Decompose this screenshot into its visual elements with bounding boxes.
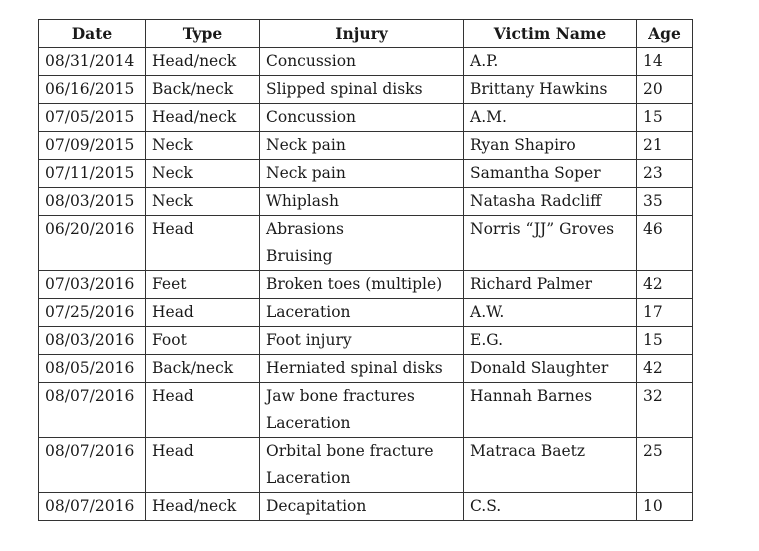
cell-injury (260, 327, 464, 355)
table-row (39, 216, 693, 271)
injury-line: Whiplash (266, 192, 339, 210)
cell-injury (260, 188, 464, 216)
cell-date: 08/05/2016 (39, 355, 146, 383)
cell-injury (260, 216, 464, 271)
cell-age: 21 (637, 132, 693, 160)
cell-age: 35 (637, 188, 693, 216)
header-victim-name: Victim Name (464, 20, 637, 48)
injury-line: Laceration (266, 414, 351, 432)
cell-type: Head/neck (146, 493, 260, 521)
table-row (39, 493, 693, 521)
cell-age: 14 (637, 48, 693, 76)
injury-line: Concussion (266, 52, 357, 70)
document-page (38, 19, 692, 521)
cell-age: 15 (637, 327, 693, 355)
table-row (39, 188, 693, 216)
cell-type: Head (146, 383, 260, 438)
cell-date: 08/03/2015 (39, 188, 146, 216)
cell-age: 32 (637, 383, 693, 438)
cell-type: Neck (146, 160, 260, 188)
table-row (39, 160, 693, 188)
cell-victim-name: Matraca Baetz (464, 438, 637, 493)
injury-line: Abrasions (266, 220, 344, 238)
table-row (39, 299, 693, 327)
cell-age: 15 (637, 104, 693, 132)
table-row (39, 132, 693, 160)
cell-victim-name: Samantha Soper (464, 160, 637, 188)
cell-date: 07/11/2015 (39, 160, 146, 188)
table-body (39, 48, 693, 521)
cell-injury (260, 383, 464, 438)
cell-age: 46 (637, 216, 693, 271)
cell-victim-name: Ryan Shapiro (464, 132, 637, 160)
table-row (39, 104, 693, 132)
cell-victim-name: E.G. (464, 327, 637, 355)
cell-injury (260, 493, 464, 521)
cell-age: 23 (637, 160, 693, 188)
injury-line: Foot injury (266, 331, 352, 349)
header-date: Date (39, 20, 146, 48)
table-row (39, 76, 693, 104)
injury-line: Broken toes (multiple) (266, 275, 443, 293)
cell-victim-name: Natasha Radcliff (464, 188, 637, 216)
injury-line: Neck pain (266, 164, 346, 182)
cell-date: 07/09/2015 (39, 132, 146, 160)
cell-date: 06/20/2016 (39, 216, 146, 271)
cell-victim-name: A.W. (464, 299, 637, 327)
cell-type: Foot (146, 327, 260, 355)
cell-injury (260, 76, 464, 104)
cell-date: 07/25/2016 (39, 299, 146, 327)
cell-type: Head/neck (146, 104, 260, 132)
injury-line: Laceration (266, 469, 351, 487)
cell-type: Neck (146, 188, 260, 216)
injury-line: Jaw bone fractures (266, 387, 415, 405)
table-row (39, 383, 693, 438)
cell-injury (260, 355, 464, 383)
cell-age: 20 (637, 76, 693, 104)
cell-injury (260, 438, 464, 493)
cell-age: 10 (637, 493, 693, 521)
cell-date: 08/07/2016 (39, 383, 146, 438)
injury-line: Concussion (266, 108, 357, 126)
header-row (39, 20, 693, 48)
cell-victim-name: C.S. (464, 493, 637, 521)
cell-injury (260, 299, 464, 327)
cell-victim-name: Norris “JJ” Groves (464, 216, 637, 271)
table-row (39, 438, 693, 493)
cell-date: 08/31/2014 (39, 48, 146, 76)
injury-line: Decapitation (266, 497, 367, 515)
cell-type: Head/neck (146, 48, 260, 76)
cell-victim-name: A.M. (464, 104, 637, 132)
cell-date: 08/07/2016 (39, 493, 146, 521)
cell-victim-name: A.P. (464, 48, 637, 76)
injury-line: Orbital bone fracture (266, 442, 434, 460)
cell-victim-name: Richard Palmer (464, 271, 637, 299)
cell-date: 08/03/2016 (39, 327, 146, 355)
cell-victim-name: Brittany Hawkins (464, 76, 637, 104)
injury-line: Laceration (266, 303, 351, 321)
cell-type: Head (146, 299, 260, 327)
cell-type: Head (146, 216, 260, 271)
table-row (39, 48, 693, 76)
cell-injury (260, 104, 464, 132)
header-injury: Injury (260, 20, 464, 48)
cell-age: 25 (637, 438, 693, 493)
cell-type: Back/neck (146, 355, 260, 383)
cell-date: 07/03/2016 (39, 271, 146, 299)
cell-date: 06/16/2015 (39, 76, 146, 104)
cell-injury (260, 160, 464, 188)
table-row (39, 327, 693, 355)
cell-victim-name: Hannah Barnes (464, 383, 637, 438)
header-type: Type (146, 20, 260, 48)
cell-type: Head (146, 438, 260, 493)
injury-table (38, 19, 693, 521)
cell-type: Neck (146, 132, 260, 160)
table-row (39, 355, 693, 383)
cell-injury (260, 132, 464, 160)
cell-injury (260, 271, 464, 299)
cell-age: 42 (637, 271, 693, 299)
cell-type: Feet (146, 271, 260, 299)
header-age: Age (637, 20, 693, 48)
cell-victim-name: Donald Slaughter (464, 355, 637, 383)
cell-age: 17 (637, 299, 693, 327)
cell-age: 42 (637, 355, 693, 383)
injury-line: Neck pain (266, 136, 346, 154)
table-header (39, 20, 693, 48)
injury-line: Herniated spinal disks (266, 359, 443, 377)
injury-line: Bruising (266, 247, 333, 265)
table-row (39, 271, 693, 299)
injury-line: Slipped spinal disks (266, 80, 423, 98)
cell-date: 08/07/2016 (39, 438, 146, 493)
cell-date: 07/05/2015 (39, 104, 146, 132)
cell-injury (260, 48, 464, 76)
cell-type: Back/neck (146, 76, 260, 104)
